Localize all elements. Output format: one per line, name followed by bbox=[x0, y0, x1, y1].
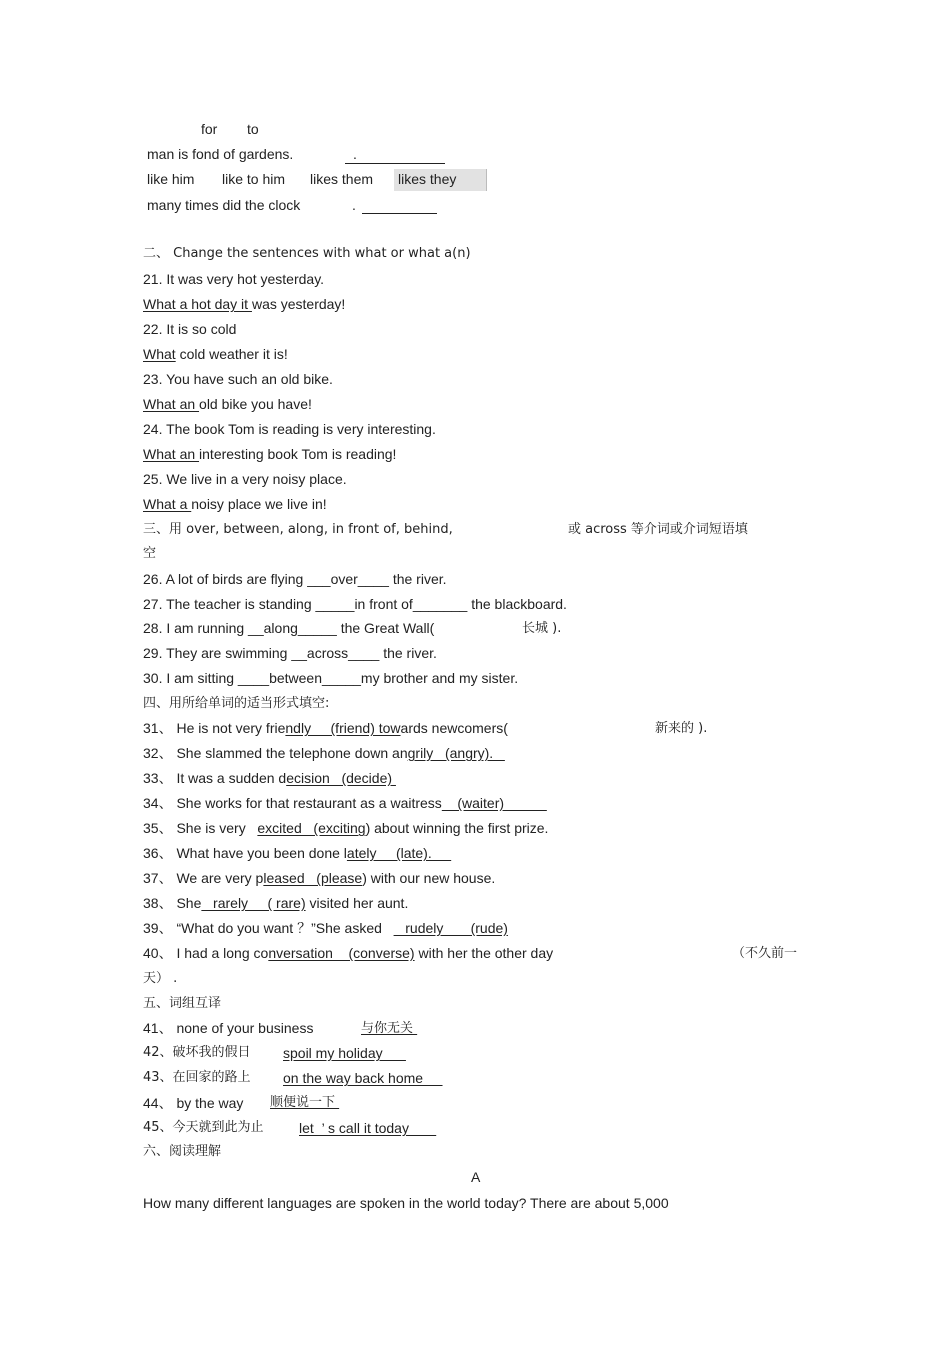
q37: 37、 We are very pleased (please) with our new house. bbox=[143, 870, 496, 886]
section-2-heading: 二、 Change the sentences with what or what a(n) bbox=[143, 246, 471, 261]
choice-2[interactable]: like to him bbox=[222, 171, 286, 187]
q36: 36、 What have you been done lately (late). bbox=[143, 845, 452, 861]
q44-answer: 顺便说一下 bbox=[270, 1095, 340, 1110]
section-3-heading-b: 或 across 等介词或介词短语填 bbox=[568, 522, 748, 537]
a24: What an interesting book Tom is reading! bbox=[143, 446, 397, 462]
section-3-heading-a: 三、用 over, between, along, in front of, behind, bbox=[143, 522, 453, 537]
q39: 39、 “What do you want ？”She asked rudely (rude) bbox=[143, 920, 508, 936]
choice-3[interactable]: likes them bbox=[310, 171, 374, 187]
q32: 32、 She slammed the telephone down angrily (angry). bbox=[143, 745, 505, 761]
q43-text: 43、在回家的路上 bbox=[143, 1070, 251, 1085]
q31: 31、 He is not very friendly (friend) towards newcomers( bbox=[143, 720, 508, 736]
q44-text: 44、 by the way bbox=[143, 1095, 244, 1111]
q45-text: 45、今天就到此为止 bbox=[143, 1120, 264, 1135]
q25: 25. We live in a very noisy place. bbox=[143, 471, 347, 487]
question-clock: many times did the clock bbox=[147, 197, 301, 213]
q23: 23. You have such an old bike. bbox=[143, 371, 333, 387]
section-6-heading: 六、阅读理解 bbox=[143, 1144, 222, 1159]
q38: 38、 She rarely ( rare) visited her aunt. bbox=[143, 895, 409, 911]
q40-note-end: 天） . bbox=[143, 971, 178, 986]
a21: What a hot day it was yesterday! bbox=[143, 296, 346, 312]
q43-answer: on the way back home bbox=[283, 1070, 443, 1086]
q26: 26. A lot of birds are flying ___over____ the river. bbox=[143, 571, 447, 587]
q31-note: 新来的 ). bbox=[655, 721, 708, 736]
passage-title: A bbox=[471, 1169, 481, 1185]
q22: 22. It is so cold bbox=[143, 321, 237, 337]
q29: 29. They are swimming __across____ the river. bbox=[143, 645, 437, 661]
q24: 24. The book Tom is reading is very interesting. bbox=[143, 421, 436, 437]
a23: What an old bike you have! bbox=[143, 396, 312, 412]
q28: 28. I am running __along_____ the Great Wall( bbox=[143, 620, 435, 636]
question-garden: man is fond of gardens. bbox=[147, 146, 294, 162]
q30: 30. I am sitting ____between_____my brother and my sister. bbox=[143, 670, 519, 686]
q28-note: 长城 ). bbox=[522, 621, 562, 636]
q40-note: （不久前一 bbox=[732, 946, 798, 961]
dot: . bbox=[352, 197, 356, 213]
section-3-heading-c: 空 bbox=[143, 546, 157, 561]
a25: What a noisy place we live in! bbox=[143, 496, 327, 512]
q45-answer: let ’ s call it today bbox=[299, 1120, 437, 1136]
q27: 27. The teacher is standing _____in front of_______ the blackboard. bbox=[143, 596, 567, 612]
q34: 34、 She works for that restaurant as a waitress (waiter) bbox=[143, 795, 547, 811]
q42-answer: spoil my holiday bbox=[283, 1045, 406, 1061]
q42-text: 42、破坏我的假日 bbox=[143, 1045, 251, 1060]
prep-to: to bbox=[247, 121, 259, 137]
q41-text: 41、 none of your business bbox=[143, 1020, 314, 1036]
answer-blank[interactable]: . bbox=[345, 146, 445, 164]
q40: 40、 I had a long conversation (converse) with her the other day bbox=[143, 945, 554, 961]
passage-text: How many different languages are spoken in the world today? There are about 5,000 bbox=[143, 1195, 669, 1211]
section-4-heading: 四、用所给单词的适当形式填空: bbox=[143, 696, 330, 711]
choice-4[interactable]: likes they bbox=[398, 171, 457, 187]
q41-answer: 与你无关 bbox=[361, 1021, 418, 1036]
prep-for: for bbox=[201, 121, 218, 137]
q35: 35、 She is very excited (exciting) about winning the first prize. bbox=[143, 820, 549, 836]
answer-blank[interactable] bbox=[362, 197, 437, 214]
section-5-heading: 五、词组互译 bbox=[143, 996, 222, 1011]
q33: 33、 It was a sudden decision (decide) bbox=[143, 770, 396, 786]
a22: What cold weather it is! bbox=[143, 346, 288, 362]
q21: 21. It was very hot yesterday. bbox=[143, 271, 325, 287]
choice-1[interactable]: like him bbox=[147, 171, 195, 187]
